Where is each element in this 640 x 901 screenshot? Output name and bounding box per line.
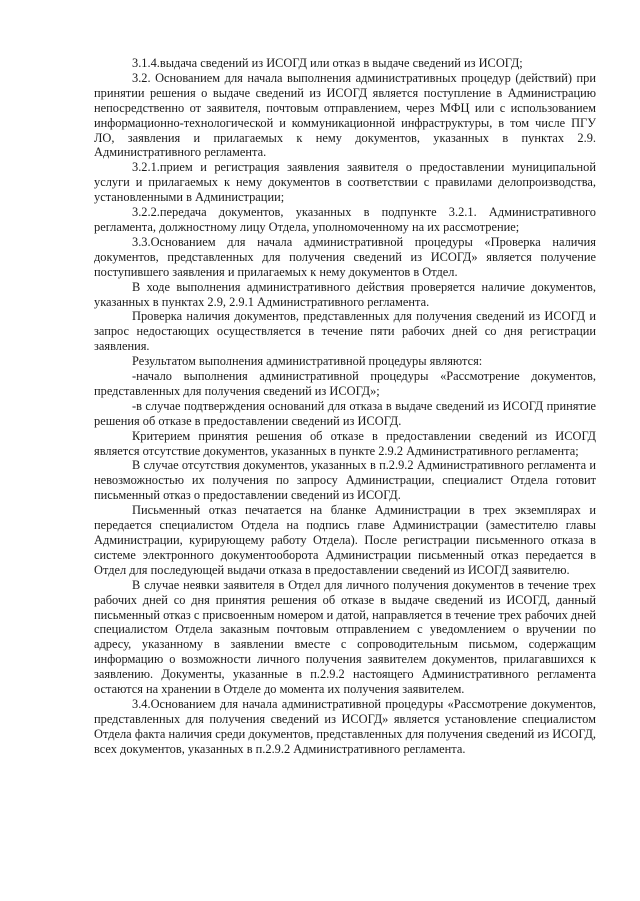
paragraph-3-2-2: 3.2.2.передача документов, указанных в подпункте 3.2.1. Административного регламента, должностному лицу Отдела, уполномоченному на их рассмотрение;	[94, 205, 596, 234]
paragraph-written-refusal: Письменный отказ печатается на бланке Администрации в трех экземплярах и передается специалистом Отдела на подпись главе Администрации (заместителю главы Администрации, курирующему работу Отдела). После регистрации письменного отказа в системе электронного документооборота Администрации письменный отказ передается в Отдел для последующей выдачи отказа в предоставлении сведений из ИСОГД заявителю.	[94, 503, 596, 577]
paragraph-3-2-1: 3.2.1.прием и регистрация заявления заявителя о предоставлении муниципальной услуги и прилагаемых к нему документов в соответствии с правилами делопроизводства, установленными в Администрации;	[94, 160, 596, 205]
document-page	[94, 56, 596, 757]
paragraph-3-1-4: 3.1.4.выдача сведений из ИСОГД или отказ в выдаче сведений из ИСОГД;	[132, 56, 523, 70]
paragraph-result-refusal: -в случае подтверждения оснований для отказа в выдаче сведений из ИСОГД принятие решения об отказе в предоставлении сведений из ИСОГД.	[94, 398, 596, 428]
paragraph-3-2: 3.2. Основанием для начала выполнения административных процедур (действий) при принятии решения о выдаче сведений из ИСОГД является поступление в Администрацию непосредственно от заявителя, почтовым отправлением, через МФЦ или с использованием информационно-технологической и коммуникационной инфраструктуры, в том числе ПГУ ЛО, заявления и прилагаемых к нему документов, указанных в пунктах 2.9. Административного регламента.	[94, 70, 596, 160]
paragraph-absence-documents: В случае отсутствия документов, указанных в п.2.9.2 Административного регламента и невозможностью их получения по запросу Администрации, специалист Отдела готовит письменный отказ о предоставлении сведений из ИСОГД.	[94, 458, 596, 503]
paragraph-result-start: -начало выполнения административной процедуры «Рассмотрение документов, представленных для получения сведений из ИСОГД»;	[94, 369, 596, 398]
paragraph-check-documents: В ходе выполнения административного действия проверяется наличие документов, указанных в пунктах 2.9, 2.9.1 Административного регламента.	[94, 279, 596, 309]
paragraph-3-3: 3.3.Основанием для начала административной процедуры «Проверка наличия документов, представленных для получения сведений из ИСОГД» является получение поступившего заявления и прилагаемых к нему документов в Отдел.	[94, 234, 596, 279]
paragraph-check-timeframe: Проверка наличия документов, представленных для получения сведений из ИСОГД и запрос недостающих осуществляется в течение пяти рабочих дней со дня регистрации заявления.	[94, 309, 596, 354]
paragraph-criterion: Критерием принятия решения об отказе в предоставлении сведений из ИСОГД является отсутствие документов, указанных в пункте 2.9.2 Административного регламента;	[94, 428, 596, 458]
paragraph-no-show: В случае неявки заявителя в Отдел для личного получения документов в течение трех рабочих дней со дня принятия решения об отказе в выдаче сведений из ИСОГД, данный письменный отказ с присвоенным номером и датой, направляется в течение трех рабочих дней специалистом Отдела заказным почтовым отправлением с уведомлением о вручении по адресу, указанному в заявлении вместе с сопроводительным письмом, содержащим информацию о возможности личного получения заявителем документов, прилагавшихся к заявлению. Документы, указанные в п.2.9.2 настоящего Административного регламента остаются на хранении в Отделе до момента их получения заявителем.	[94, 577, 596, 697]
paragraph-3-4: 3.4.Основанием для начала административной процедуры «Рассмотрение документов, представленных для получения сведений из ИСОГД» является установление специалистом Отдела факта наличия среди документов, представленных для получения сведений из ИСОГД, всех документов, указанных в п.2.9.2 Административного регламента.	[94, 696, 596, 756]
paragraph-results-heading: Результатом выполнения административной процедуры являются:	[132, 354, 483, 369]
